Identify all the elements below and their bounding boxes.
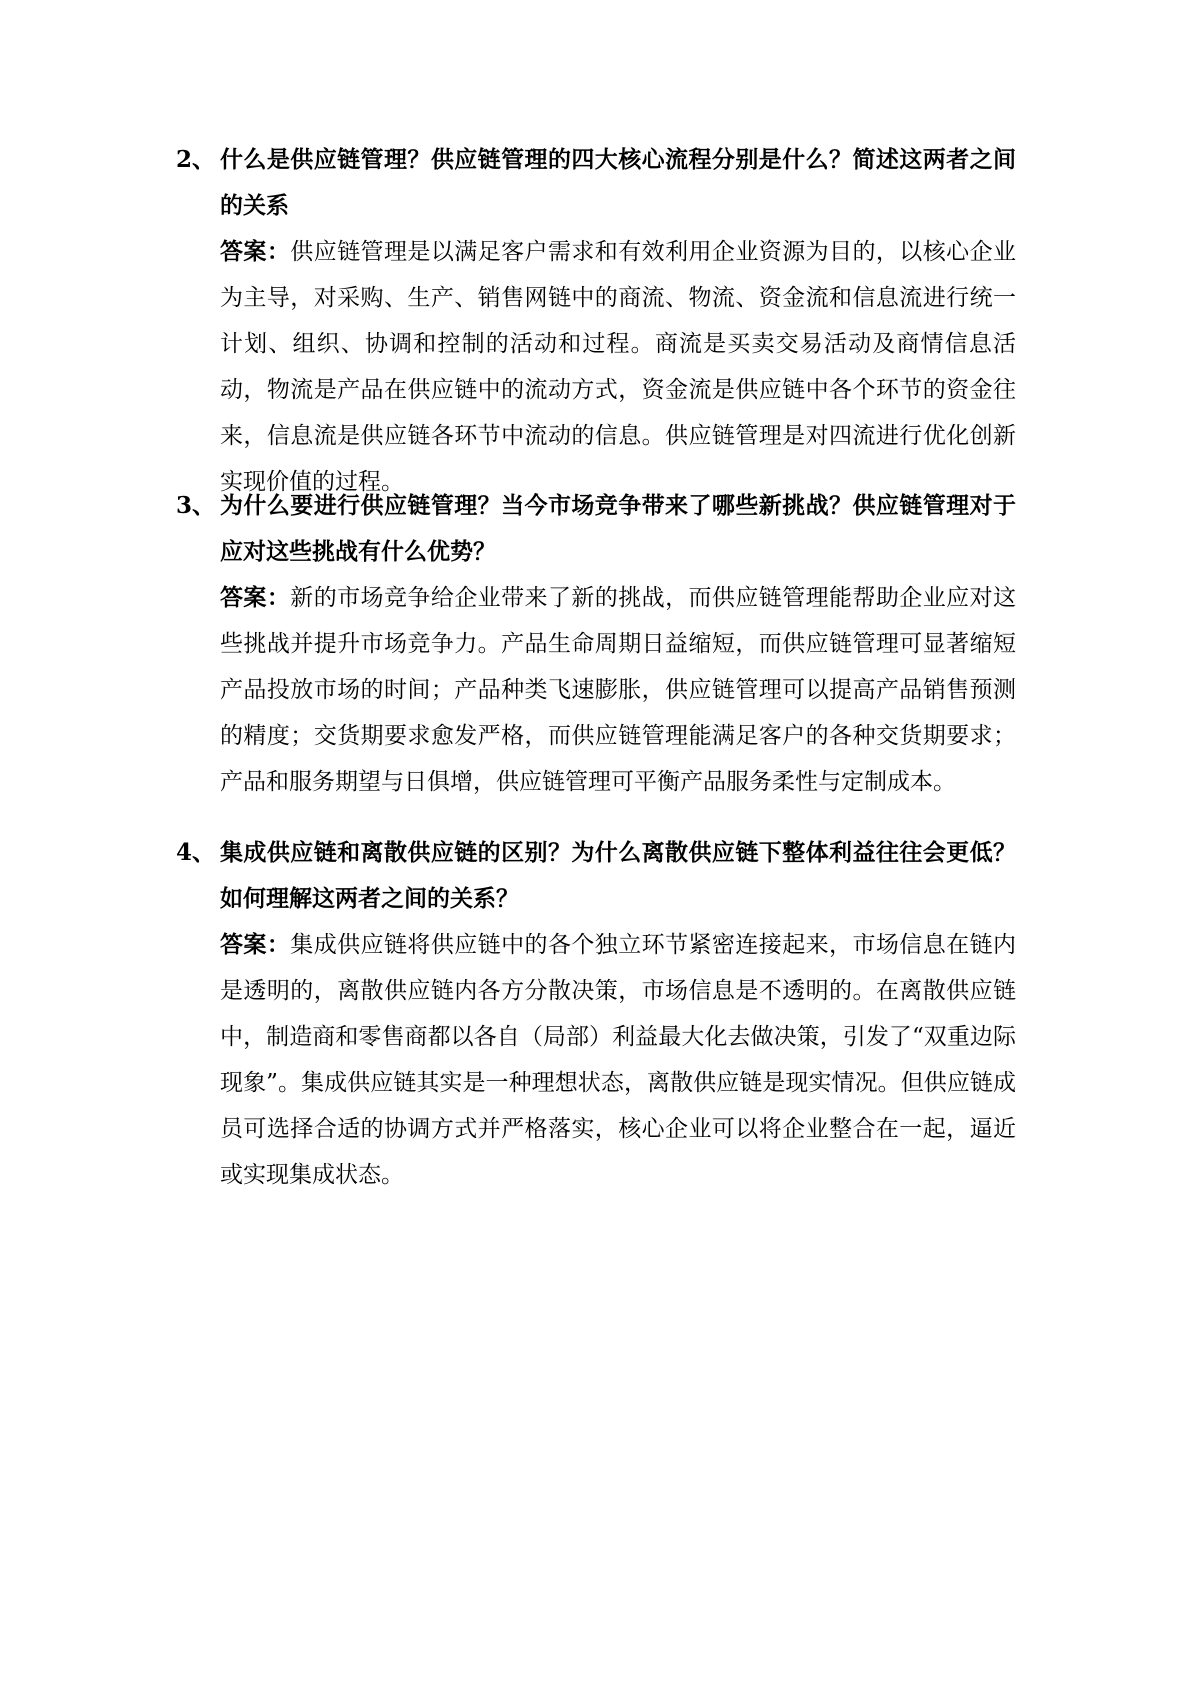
question-4 — [176, 830, 1016, 922]
answer-3 — [176, 575, 1016, 805]
answer-label: 答案： — [220, 931, 291, 958]
qa-item-2 — [176, 137, 1016, 505]
answer-4 — [176, 922, 1016, 1198]
answer-text: 供应链管理是以满足客户需求和有效利用企业资源为目的，以核心企业为主导，对采购、生产、销售网链中的商流、物流、资金流和信息流进行统一计划、组织、协调和控制的活动和过程。商流是买卖交易活动及商情信息活动，物流是产品在供应链中的流动方式，资金流是供应链中各个环节的资金往来，信息流是供应链各环节中流动的信息。供应链管理是对四流进行优化创新实现价值的过程。 — [220, 239, 1017, 495]
answer-label: 答案： — [220, 238, 291, 265]
question-text: 什么是供应链管理？供应链管理的四大核心流程分别是什么？简述这两者之间的关系 — [220, 146, 1016, 219]
qa-item-4 — [176, 830, 1016, 1198]
question-2 — [176, 137, 1016, 229]
answer-text: 集成供应链将供应链中的各个独立环节紧密连接起来，市场信息在链内是透明的，离散供应链内各方分散决策，市场信息是不透明的。在离散供应链中，制造商和零售商都以各自（局部）利益最大化去做决策，引发了“双重边际现象”。集成供应链其实是一种理想状态，离散供应链是现实情况。但供应链成员可选择合适的协调方式并严格落实，核心企业可以将企业整合在一起，逼近或实现集成状态。 — [220, 932, 1017, 1188]
question-text: 为什么要进行供应链管理？当今市场竞争带来了哪些新挑战？供应链管理对于应对这些挑战有什么优势？ — [220, 492, 1016, 565]
question-number: 3、 — [176, 492, 216, 519]
qa-item-3 — [176, 483, 1016, 805]
question-number: 2、 — [176, 146, 216, 173]
answer-text: 新的市场竞争给企业带来了新的挑战，而供应链管理能帮助企业应对这些挑战并提升市场竞争力。产品生命周期日益缩短，而供应链管理可显著缩短产品投放市场的时间；产品种类飞速膨胀，供应链管理可以提高产品销售预测的精度；交货期要求愈发严格，而供应链管理能满足客户的各种交货期要求；产品和服务期望与日俱增，供应链管理可平衡产品服务柔性与定制成本。 — [220, 585, 1017, 795]
question-number: 4、 — [176, 839, 216, 866]
answer-label: 答案： — [220, 584, 291, 611]
question-text: 集成供应链和离散供应链的区别？为什么离散供应链下整体利益往往会更低？如何理解这两者之间的关系？ — [220, 839, 1016, 912]
answer-2 — [176, 229, 1016, 505]
question-3 — [176, 483, 1016, 575]
